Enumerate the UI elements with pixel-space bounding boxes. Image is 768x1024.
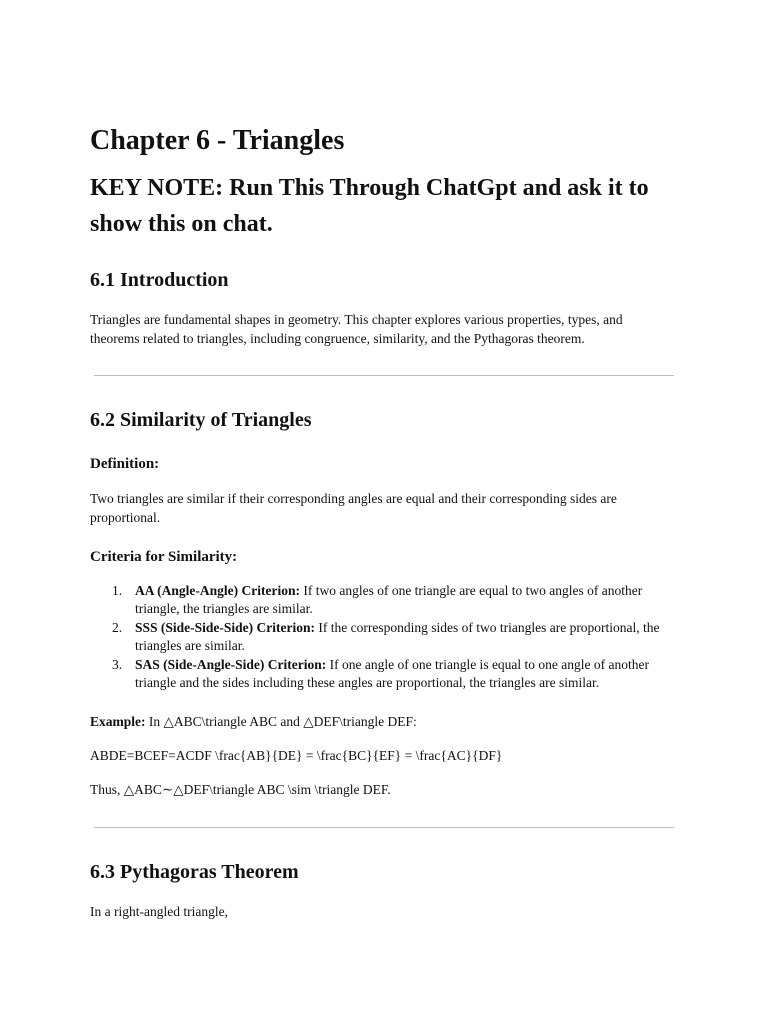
list-item bbox=[90, 619, 680, 655]
section-heading-pythagoras: 6.3 Pythagoras Theorem bbox=[90, 861, 299, 883]
chapter-title: Chapter 6 - Triangles bbox=[90, 125, 345, 156]
criterion-title: SAS (Side-Angle-Side) Criterion: bbox=[135, 657, 327, 672]
section-divider bbox=[94, 375, 674, 376]
ratio-equation: ABDE=BCEF=ACDF \frac{AB}{DE} = \frac{BC}{EF} = \frac{AC}{DF} bbox=[90, 748, 503, 763]
list-item-number: 1. bbox=[112, 583, 123, 598]
section-heading-similarity: 6.2 Similarity of Triangles bbox=[90, 409, 312, 431]
criterion-text: If two angles of one triangle are equal to two angles of another triangle, the triangles are similar. bbox=[135, 583, 643, 616]
key-note-heading: KEY NOTE: Run This Through ChatGpt and ask it to show this on chat. bbox=[90, 175, 649, 237]
introduction-paragraph: Triangles are fundamental shapes in geometry. This chapter explores various properties, types, and theorems related to triangles, including congruence, similarity, and the Pythagoras theorem. bbox=[90, 312, 623, 346]
example-text: In △ABC\triangle ABC and △DEF\triangle DEF: bbox=[145, 714, 417, 729]
conclusion-paragraph: Thus, △ABC∼△DEF\triangle ABC \sim \triangle DEF. bbox=[90, 782, 391, 797]
criterion-title: SSS (Side-Side-Side) Criterion: bbox=[135, 620, 316, 635]
criteria-list bbox=[90, 582, 680, 693]
criteria-heading: Criteria for Similarity: bbox=[90, 549, 238, 565]
definition-paragraph: Two triangles are similar if their corresponding angles are equal and their corresponding sides are proportional. bbox=[90, 491, 617, 525]
criterion-text: If one angle of one triangle is equal to one angle of another triangle and the sides including these angles are proportional, the triangles are similar. bbox=[135, 657, 650, 690]
section-heading-introduction: 6.1 Introduction bbox=[90, 269, 229, 291]
example-label: Example: bbox=[90, 714, 146, 729]
example-paragraph bbox=[90, 712, 650, 731]
pythagoras-paragraph: In a right-angled triangle, bbox=[90, 904, 228, 919]
list-item-number: 3. bbox=[112, 657, 123, 672]
definition-heading: Definition: bbox=[90, 456, 160, 472]
list-item-number: 2. bbox=[112, 620, 123, 635]
list-item bbox=[90, 656, 680, 692]
criterion-title: AA (Angle-Angle) Criterion: bbox=[135, 583, 300, 598]
criterion-text: If the corresponding sides of two triangles are proportional, the triangles are similar. bbox=[135, 620, 660, 653]
list-item bbox=[90, 582, 680, 618]
section-divider bbox=[94, 827, 674, 828]
